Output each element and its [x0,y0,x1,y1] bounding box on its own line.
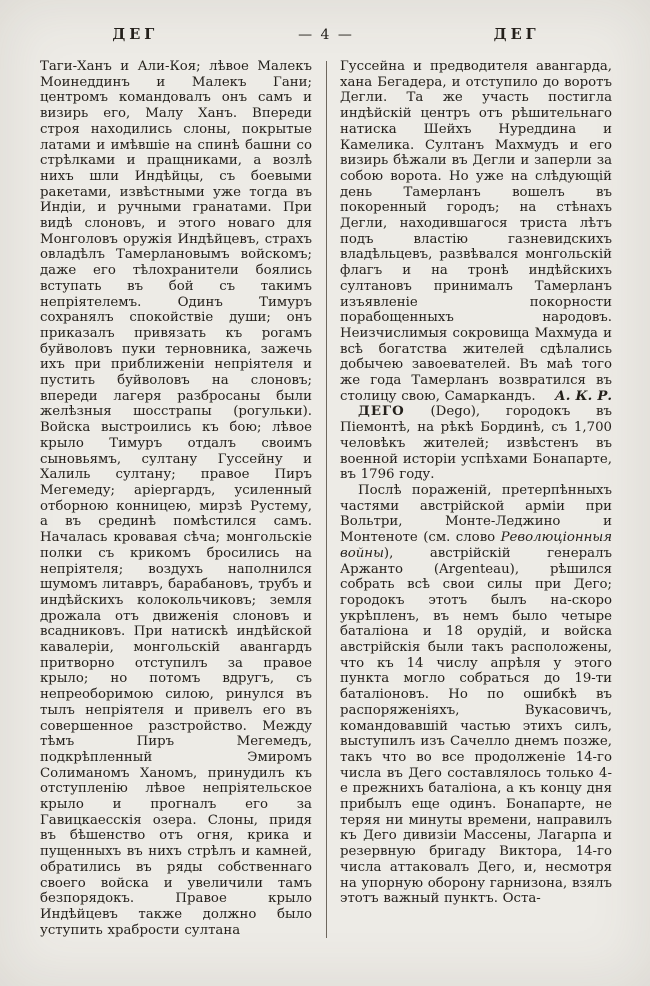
left-column [40,59,312,938]
battle-text-before: Послѣ пораженій, претерпѣнныхъ частями австрійской арміи при Вольтри, Монте-Леджино и Монтеноте (см. слово [340,482,612,546]
cross-reference-italic: Революціонныя войны [340,530,612,561]
column-divider-rule [326,61,327,938]
author-initials: А. К. Р. [554,388,612,404]
article-degli-conclusion [340,59,612,404]
text-columns [40,59,612,938]
running-head [40,26,612,43]
article-continuation-text: Гуссейна и предводителя авангарда, хана Бегадера, и отступило до воротъ Дегли. Та же участь постигла индѣйскій центръ отъ рѣшительнаго натиска Шейхъ Нуреддина и Камелика. Султанъ Махмудъ и его визирь бѣжали въ Дегли и заперли за собою ворота. Но уже на слѣдующій день Тамерланъ вошелъ въ покоренный городъ; на стѣнахъ Дегли, находившагося триста лѣтъ подъ властію газневидскихъ владѣльцевъ, развѣвался монгольскій флагъ и на тронѣ индѣйскихъ султановъ принималъ Тамерланъ изъявленіе покорности порабощенныхъ народовъ. Неизчислимыя сокровища Махмуда и всѣ богатства жителей сдѣлались добычею завоевателей. Въ маѣ того же года Тамерланъ возвратился въ столицу свою, Самаркандъ. [340,59,612,404]
left-column-text: Таги-Ханъ и Али-Коя; лѣвое Малекъ Моинеддинъ и Малекъ Гани; центромъ командовалъ онъ самъ и визирь его, Малу Ханъ. Впереди строя находились слоны, покрытые латами и имѣвшіе на спинѣ башни со стрѣлками и пращниками, а возлѣ нихъ шли Индѣйцы, съ боевыми ракетами, извѣстными уже тогда въ Индіи, и ручными гранатами. При видѣ слоновъ, и этого новаго для Монголовъ оружія Индѣйцевъ, страхъ овладѣлъ Тамерлановымъ войскомъ; даже его тѣлохранители боялись вступать въ бой съ такимъ непріятелемъ. Одинъ Тимуръ сохранялъ спокойствіе души; онъ приказалъ привязать къ рогамъ буйволовъ пуки терновника, зажечь ихъ при приближеніи непріятеля и пустить буйволовъ на слоновъ; впереди лагеря разбросаны были желѣзныя шосстрапы (рогульки). Войска выстроились къ бою; лѣвое крыло Тимуръ отдалъ своимъ сыновьямъ, султану Гуссейну и Халиль султану; правое Пиръ Мегемеду; аріергардъ, усиленный отборною конницею, мирзѣ Рустему, а въ срединѣ помѣстился самъ. Началась кровавая сѣча; монгольскіе полки съ крикомъ бросились на непріятеля; воздухъ наполнился шумомъ литавръ, барабановъ, трубъ и индѣйскихъ колокольчиковъ; земля дрожала отъ движенія слоновъ и всадниковъ. При натискѣ индѣйской кавалеріи, монгольскій авангардъ притворно отступилъ за правое крыло; но потомъ вдругъ, съ непреоборимою силою, ринулся въ тылъ непріятеля и привелъ его въ совершенное разстройство. Между тѣмъ Пиръ Мегемедъ, подкрѣпленный Эмиромъ Солиманомъ Ханомъ, принудилъ къ отступленію лѣвое непріятельское крыло и прогналъ его за Гавицкаесскія озера. Слоны, придя въ бѣшенство отъ огня, крика и пущенныхъ въ нихъ стрѣлъ и камней, обратились въ ряды собственнаго своего войска и увеличили тамъ безпорядокъ. Правое крыло Индѣйцевъ также должно было уступить храбрости султана [40,59,312,938]
page-number: — 4 — [298,27,354,43]
entry-term: ДЕГО [358,404,405,420]
right-column [340,59,612,938]
battle-text-after: ), австрійскій генералъ Аржанто (Argenteau), рѣшился собрать всѣ свои силы при Дего; городокъ этотъ былъ на-скоро укрѣпленъ, въ немъ было четыре баталіона и 18 орудій, и войска австрійскія были такъ расположены, что къ 14 числу апрѣля у этого пункта могло собраться до 19-ти баталіоновъ. Но по ошибкѣ въ распоряженіяхъ, Вукасовичъ, командовавшій частью этихъ силъ, выступилъ изъ Сачелло днемъ позже, такъ что во все продолженіе 14-го числа въ Дего составлялось только 4-е прежнихъ баталіона, а къ концу дня прибылъ еще одинъ. Бонапарте, не теряя ни минуты времени, направилъ къ Дего дивизіи Массены, Лагарпа и резервную бригаду Виктора, 14-го числа аттаковалъ Дего, и, несмотря на упорную оборону гарнизона, взялъ этотъ важный пунктъ. Оста- [340,545,613,907]
running-head-right: ДЕГ [493,26,540,43]
entry-lead-text: (Dego), городокъ въ Піемонтѣ, на рѣкѣ Бординѣ, съ 1,700 человѣкъ жителей; извѣстенъ въ военной исторіи успѣхами Бонапарте, въ 1796 году. [340,404,612,483]
article-dego-body [340,483,612,907]
article-dego-lead [340,404,612,483]
running-head-left: ДЕГ [112,26,159,43]
